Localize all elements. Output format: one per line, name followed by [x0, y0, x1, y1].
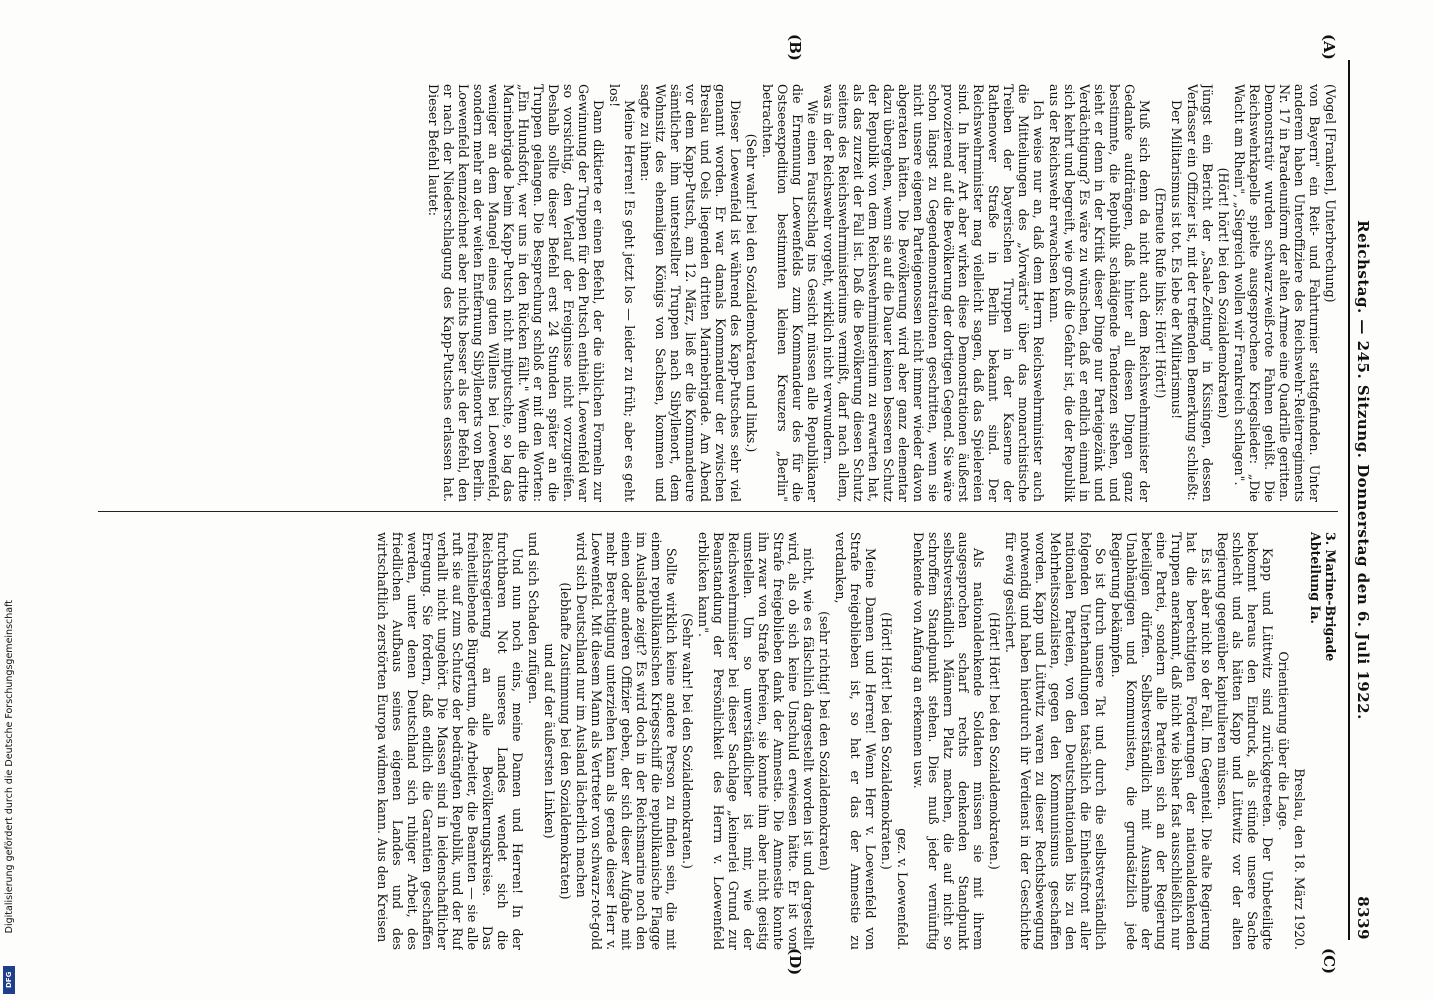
dfg-logo: DFG — [3, 966, 15, 994]
margin-mark-a: (A) — [1320, 34, 1338, 60]
paragraph: 3. Marine-Brigade Abteilung Ia. — [1308, 532, 1338, 662]
paragraph: Dieser Loewenfeld ist während des Kapp-Putsches sehr viel genannt worden. Er war damals Kommandeur der zwischen Breslau und Oels liegenden dritten Marinebrigade. Am Abend vor dem Kapp-Putsch, am 12. März, ließ er die Kommandeure sämtlicher ihm unterstellter Truppen nach Sibyllenort, dem Wohnsitz des ehemaligen Königs von Sachsen, kommen und sagte zu ihnen: — [638, 84, 743, 502]
paragraph: nicht, wie es fälschlich dargestellt worden ist und dargestellt wird, als ob sich keine Unschuld erwiesen hätte. Er ist von Strafe freigeblieben dank der Amnestie. Die Amnestie konnte ihn zwar von Strafe befreien, sie konnte ihm aber nicht geistig umstellen. Um so unverständlicher ist mir, wie der Reichswehrminister bei dieser Sachlage „keinerlei Grund zur Beanstandung der Persönlichkeit des Herrn v. Loewenfeld erblicken kann". — [696, 532, 816, 950]
column-divider — [98, 511, 1338, 512]
paragraph: Wie einen Faustschlag ins Gesicht müssen alle Republikaner die Ernennung Loewenfelds zum Kommandeur des für die Ostseeexpedition bestimmten kleinen Kreuzers „Berlin" betrachten. — [760, 84, 820, 502]
margin-mark-d: (D) — [786, 948, 804, 976]
paragraph: Meine Herren! Es geht jetzt los — leider zu früh; aber es geht los! — [607, 84, 637, 502]
interjection: (lebhafte Zustimmung bei den Sozialdemokraten) — [558, 582, 573, 900]
digitization-credit: Digitalisierung gefördert durch die Deutsche Forschungsgemeinschaft — [4, 600, 15, 934]
paragraph: von Bayern" ein Reit- und Fahrturnier stattgefunden. Unter anderem haben Unteroffiziere des Reichswehr-Reiterregiments Nr. 17 in Paradeuniform der alten Armee eine Quadrille geritten. Demonstrativ wurden schwarz-weiß-rote Fahnen gehißt. Die Reichswehrkapelle spielte ausgesprochene Kriegslieder: „Die Wacht am Rhein", „Siegreich wollen wir Frankreich schlagen". — [1232, 84, 1322, 502]
interjection: (Erneute Rufe links: Hört! Hört!) — [1153, 187, 1168, 399]
paragraph: Ich weise nur an, daß dem Herrn Reichswehrminister auch die Mitteilungen des „Vorwärts" über das monarchistische Treiben der bayerischen Truppen in der Kaserne der Rathenower Straße in Berlin bekannt sind. Der Reichswehrminister mag vielleicht sagen, daß das Spielereien sind. In ihrer Art aber wirken diese Demonstrationen äußerst provozierend auf die Bevölkerung der dortigen Gegend. Sie wäre schon längst zu Gegendemonstrationen geschritten, wenn sie nicht unsere eigenen Parteigenossen nicht immer wieder davon abgeraten hätten. Die Bevölkerung wird aber ganz elementar dazu übergehen, wenn sie auf die Dauer keinen besseren Schutz der Republik von dem Reichswehrministerium zu erwarten hat, als das zurzeit der Fall ist. Daß die Bevölkerung diesen Schutz seitens des Reichswehrministeriums vermißt, darf nach allem, was in der Reichswehr vorgeht, wirklich nicht verwundern. — [821, 84, 1046, 502]
paragraph: Und nun noch eins, meine Damen und Herren! In der furchtbaren Not unseres Landes wendet sich die Reichsregierung an alle Bevölkerungskreise. Das freiheitliebende Bürgertum, die Arbeiter, die Beamten — sie alle ruft sie auf zum Schutze der bedrängten Republik, und der Ruf verhallt nicht ungehört. Die Massen sind in leidenschaftlicher Erregung. Sie fordern, daß endlich die Garantien geschaffen werden, unter denen Deutschland sich ruhiger Arbeit, des friedlichen Aufbaus seines eigenen Landes und des wirtschaftlich zerstörten Europa widmen kann. Aus den Kreisen — [375, 532, 525, 950]
margin-mark-c: (C) — [1320, 948, 1338, 975]
paragraph: Jüngst ein Bericht der „Saale-Zeitung" in Kissingen, dessen Verfasser ein Offizier ist, mit der treffenden Bemerkung schließt: — [1185, 84, 1215, 502]
paragraph: Breslau, den 18. März 1920. — [1292, 768, 1307, 950]
right-column — [98, 532, 1338, 950]
interjection: (Hört! Hört! bei den Sozialdemokraten.) — [987, 612, 1002, 870]
paragraph: Kapp und Lüttwitz sind zurückgetreten. Der Unbeteiligte bekommt heraus den Eindruck, als stünde unsere Sache schlecht und als hätten Kapp und Lüttwitz vor der alten Regierung gegenüber kapitulieren müssen. — [1215, 532, 1275, 950]
paragraph: So ist durch unsere Tat und durch die selbstverständlich folgenden Unterhandlungen tatsächlich die Einheitsfront aller nationalen Parteien, von den Deutschnationalen bis zu den Mehrheitssozialisten, gegen den Kommunismus geschaffen worden. Kapp und Lüttwitz waren zu dieser Rechtsbewegung notwendig und haben hierdurch ihr Verdienst in der Geschichte für ewig gesichert. — [1003, 532, 1108, 950]
paragraph: Muß sich denn da nicht auch dem Reichswehrminister der Gedanke aufdrängen, daß hinter all diesen Dingen ganz bestimmte, die Republik schädigende Tendenzen stehen, und sieht er denn in der Kritik dieser Dinge nur Parteigezänk und Verdächtigung? Es wäre zu wünschen, daß er endlich einmal in sich kehrt und begreift, wie groß die Gefahr ist, die der Republik aus der Reichswehr erwachsen kann. — [1047, 84, 1152, 502]
paragraph: Meine Damen und Herren! Wenn Herr v. Loewenfeld von Strafe freigeblieben ist, so hat er das der Amnestie zu verdanken, — [833, 532, 878, 950]
paragraph: Sollte wirklich keine andere Person zu finden sein, die mit einem republikanischen Kriegsschiff die republikanische Flagge im Auslande zeigt? Es wird doch in der Reichsmarine noch den einen oder anderen Offizier geben, der sich dieser Aufgabe mit mehr Berechtigung unterziehen kann als gerade dieser Herr v. Loewenfeld. Mit diesem Mann als Vertreter von schwarz-rot-gold wird sich Deutschland nur im Ausland lächerlich machen — [574, 532, 679, 950]
paragraph: Als nationaldenkende Soldaten müssen sie mit ihrem ausgesprochen scharf rechts denkenden Standpunkt selbstverständlich Männern Platz machen, die auf nicht so schroffem Standpunkt stehen. Dies muß jeder vernünftig Denkende von Anfang an erkennen usw. — [911, 532, 986, 950]
paragraph: gez. v. Loewenfeld. — [895, 828, 910, 950]
margin-mark-b: (B) — [786, 34, 804, 61]
page-number: 8339 — [1354, 896, 1372, 940]
interjection: (Sehr wahr! bei den Sozialdemokraten und links.) — [744, 133, 759, 453]
paragraph: und sich Schaden zufügen. — [526, 532, 541, 705]
paragraph: Der Militarismus ist tot. Es lebe der Militarismus! — [1169, 100, 1184, 420]
interjection: (Hört! Hört! bei den Sozialdemokraten.) — [879, 612, 894, 870]
paragraph: Es ist aber nicht so der Fall. Im Gegenteil. Die alte Regierung hat die berechtigten Forderungen der nationaldenkenden Truppen anerkannt, daß nicht wie bisher fast ausschließlich nur eine Partei, sondern alle Parteien sich an der Regierung beteiligen dürfen. Selbstverständlich mit Ausnahme der Unabhängigen und Kommunisten, die grundsätzlich jede Regierung bekämpfen. — [1109, 532, 1214, 950]
paragraph: Dann diktierte er einen Befehl, der die üblichen Formeln zur Gewinnung der Truppen für den Putsch enthielt. Loewenfeld war so vorsichtig, den Verlauf der Ereignisse nicht vorzugreifen. Deshalb sollte dieser Befehl erst 24 Stunden später an die Truppen gelangen. Die Besprechung schloß er mit den Worten: „Ein Hundsfott, wer uns in den Rücken fällt." Wenn die dritte Marinebrigade beim Kapp-Putsch nicht mitputschte, so lag das weniger an dem Mangel eines guten Willens bei Loewenfeld, sondern mehr an der weiten Entfernung Sibyllenorts von Berlin. Loewenfeld kennzeichnet aber nichts besser als der Befehl, den er nach der Niederschlagung des Kapp-Putsches erlassen hat. Dieser Befehl lautet: — [426, 84, 606, 502]
paragraph: (Vogel [Franken], Unterbrechung) — [1323, 84, 1338, 303]
page-header — [1348, 60, 1374, 940]
paragraph: Orientierung über die Lage. — [1276, 651, 1291, 831]
interjection: (sehr richtig! bei den Sozialdemokraten) — [817, 611, 832, 871]
left-column — [98, 84, 1338, 502]
interjection: (Sehr wahr! bei den Sozialdemokraten.) — [680, 613, 695, 869]
page-title: Reichstag. — 245. Sitzung. Donnerstag den 6. Juli 1922. — [1354, 220, 1372, 720]
interjection: (Hört! hört! bei den Sozialdemokraten) — [1216, 167, 1231, 419]
interjection: und auf der äußersten Linken) — [542, 643, 557, 839]
